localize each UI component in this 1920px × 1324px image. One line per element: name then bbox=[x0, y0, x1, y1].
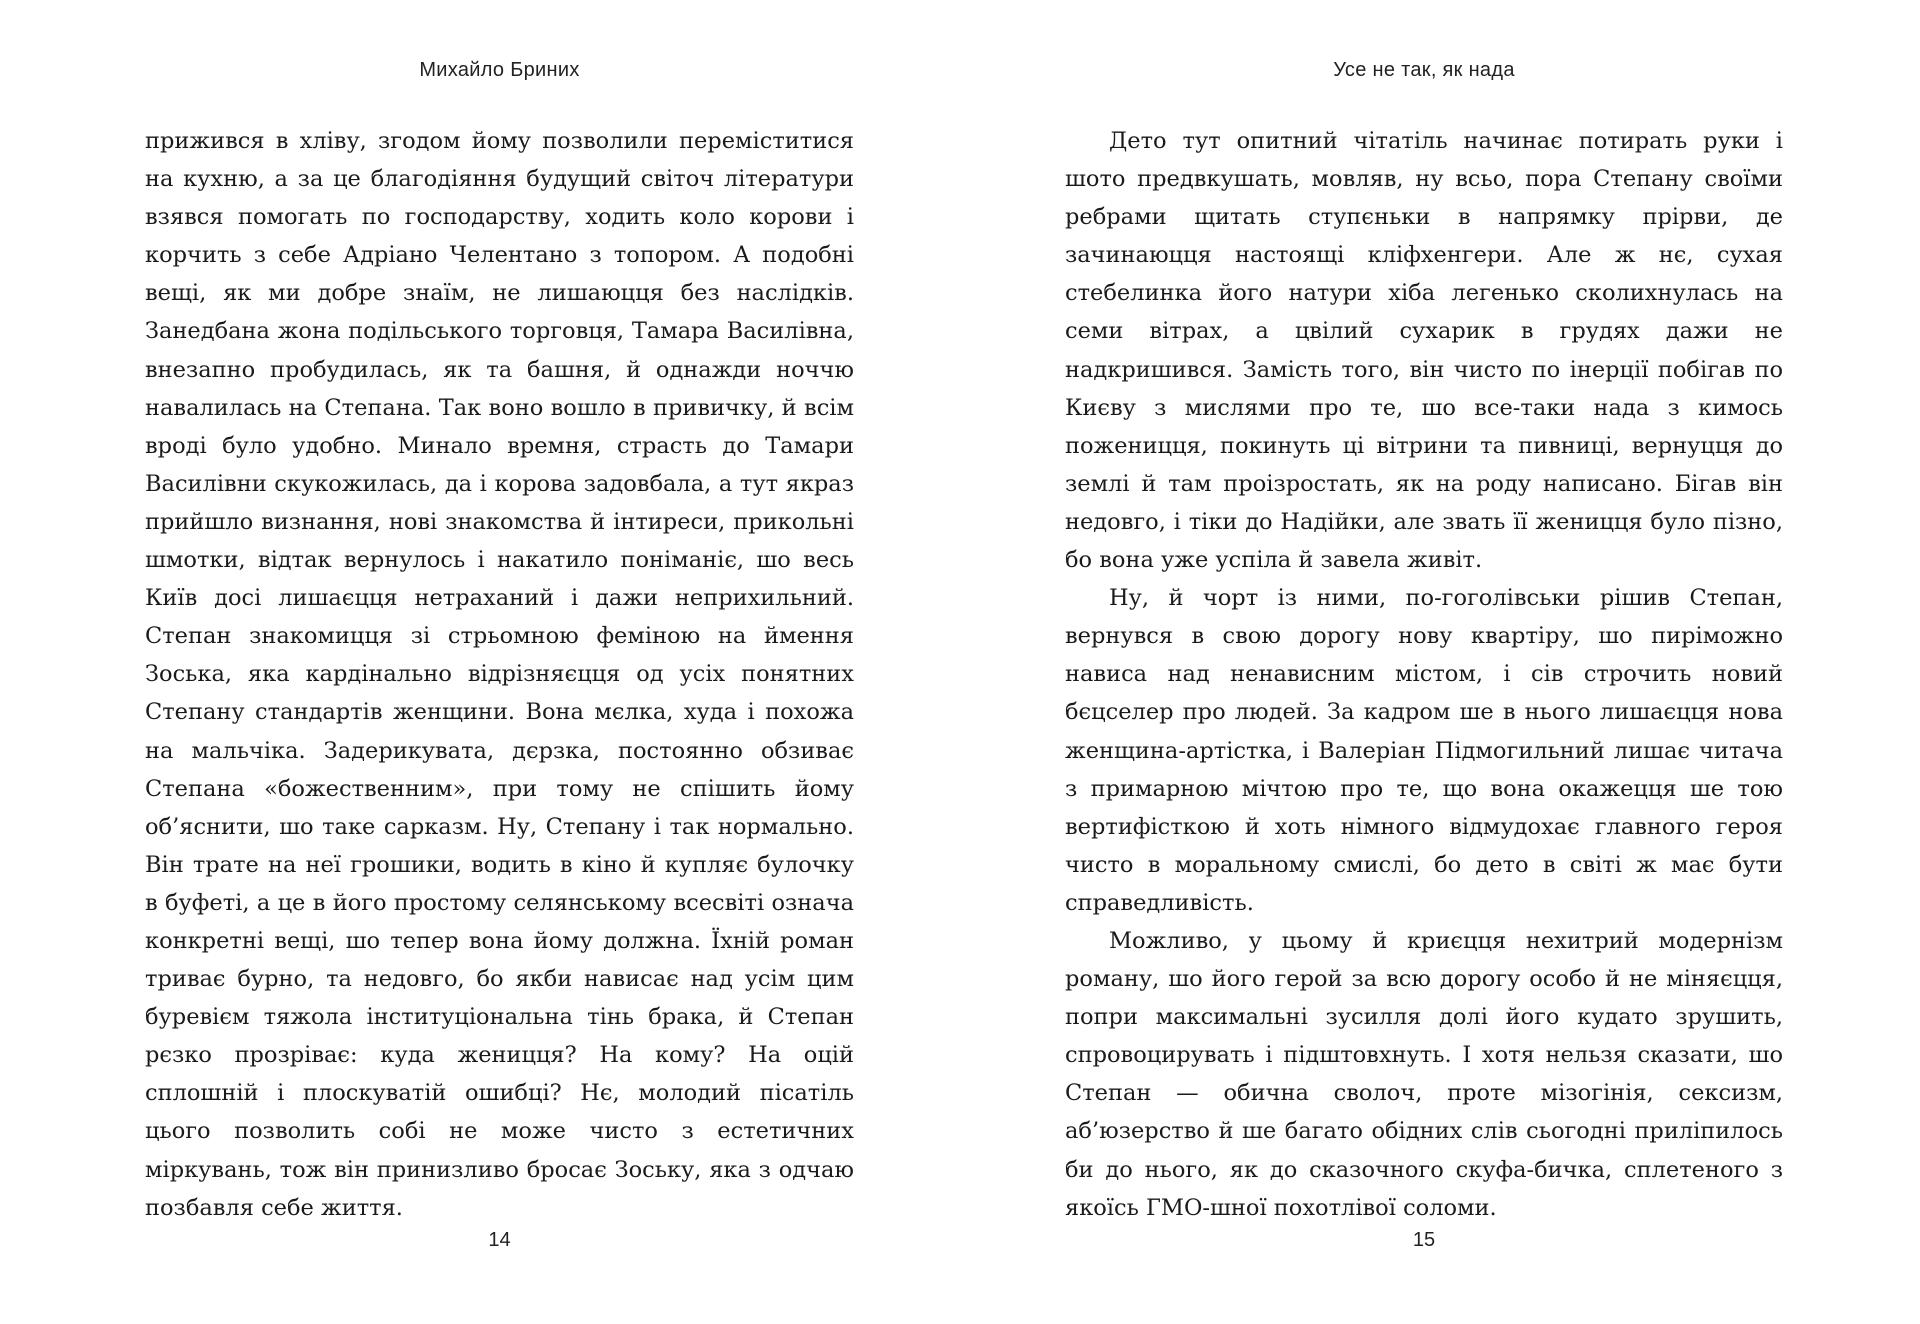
left-body-text bbox=[145, 122, 854, 1227]
right-body-text bbox=[1065, 122, 1783, 1227]
right-paragraph-3: Можливо, у цьому й криєцця нехитрий модернізм роману, шо його герой за всю дорогу особо й не міняєцця, попри максимальні зусилля долі його кудато зрушить, спровоцирувать і підштовхнуть. І хотя нельзя сказати, шо Степан — обична сволоч, проте мізогінія, сексизм, аб’юзерство й ше багато обідних слів сьогодні приліпилось би до нього, як до сказочного скуфа-бичка, сплетеного з якоїсь ГМО-шної похотлівої соломи. bbox=[1065, 927, 1783, 1221]
left-page-number: 14 bbox=[488, 1229, 511, 1251]
right-paragraph-2: Ну, й чорт із ними, по-гоголівськи рішив Степан, вернувся в свою дорогу нову квартіру, шо пиріможно нависа над ненависним містом, і сів строчить новий бєцселер про людей. За кадром ше в нього лишаєцця нова женщина-артістка, і Валеріан Підмогильний лишає читача з примарною мічтою про те, що вона окажецця ше тою вертифісткою й хоть німного відмудохає главного героя чисто в моральному смислі, бо дето в світі ж має бути справедливість. bbox=[1065, 585, 1783, 916]
right-page-number: 15 bbox=[1412, 1229, 1436, 1251]
left-running-head: Михайло Бриних bbox=[419, 59, 580, 81]
left-paragraph-1: прижився в хліву, згодом йому позволили переміститися на кухню, а за це благодіяння будущий світоч літератури взявся помогать по господарству, ходить коло корови і корчить з себе Адріано Челентано з топором. А подобні вещі, як ми добре знаїм, не лишаюцця без наслідків. Занедбана жона подільського торговця, Тамара Василівна, внезапно пробудилась, як та башня, й однажди ноччю навалилась на Степана. Так воно вошло в привичку, й всім вроді було удобно. Минало времня, страсть до Тамари Василівни скукожилась, да і корова задовбала, а тут якраз прийшло визнання, нові знакомства й інтиреси, прикольні шмотки, відтак вернулось і накатило поніманіє, шо весь Київ досі лишаєцця нетраханий і дажи неприхильний. Степан знакомицця зі стрьомною феміною на ймення Зоська, яка кардінально відрізняєцця од усіх понятних Степану стандартів женщини. Вона мєлка, худа і похожа на мальчіка. Задерикувата, дєрзка, постоянно обзиває Степана «божественним», при тому не спішить йому об’яснити, шо таке сарказм. Ну, Степану і так нормально. Він трате на неї грошики, водить в кіно й купляє булочку в буфеті, а це в його простому селянському всесвіті означа конкретні вещі, шо тепер вона йому должна. Їхній роман триває бурно, та недовго, бо якби нависає над усім цим буревієм тяжола інституціональна тінь брака, й Степан рєзко прозріває: куда женицця? На кому? На оцій сплошній і плоскуватій ошибці? Нє, молодий пісатіль цього позволить собі не може чисто з естетичних міркувань, тож він принизливо бросає Зоську, яка з одчаю позбавля себе життя. bbox=[145, 128, 854, 1221]
right-page bbox=[1065, 0, 1783, 1324]
right-paragraph-1: Дето тут опитний чітатіль начинає потирать руки і шото предвкушать, мовляв, ну всьо, пора Степану своїми ребрами щитать ступєньки в напрямку прірви, де зачинаюцця настоящі кліфхенгери. Але ж нє, сухая стебелинка його натури хіба легенько сколихнулась на семи вітрах, а цвілий сухарик в грудях дажи не надкришився. Замість того, він чисто по інерції побігав по Києву з мислями про те, шо все-таки нада з кимось поженицця, покинуть ці вітрини та пивниці, вернуцця до землі й там проізростать, як на роду написано. Бігав він недовго, і тіки до Надійки, але звать її женицця було пізно, бо вона уже успіла й завела живіт. bbox=[1065, 128, 1783, 574]
right-running-head: Усе не так, як нада bbox=[1333, 59, 1515, 81]
left-page bbox=[145, 0, 854, 1324]
